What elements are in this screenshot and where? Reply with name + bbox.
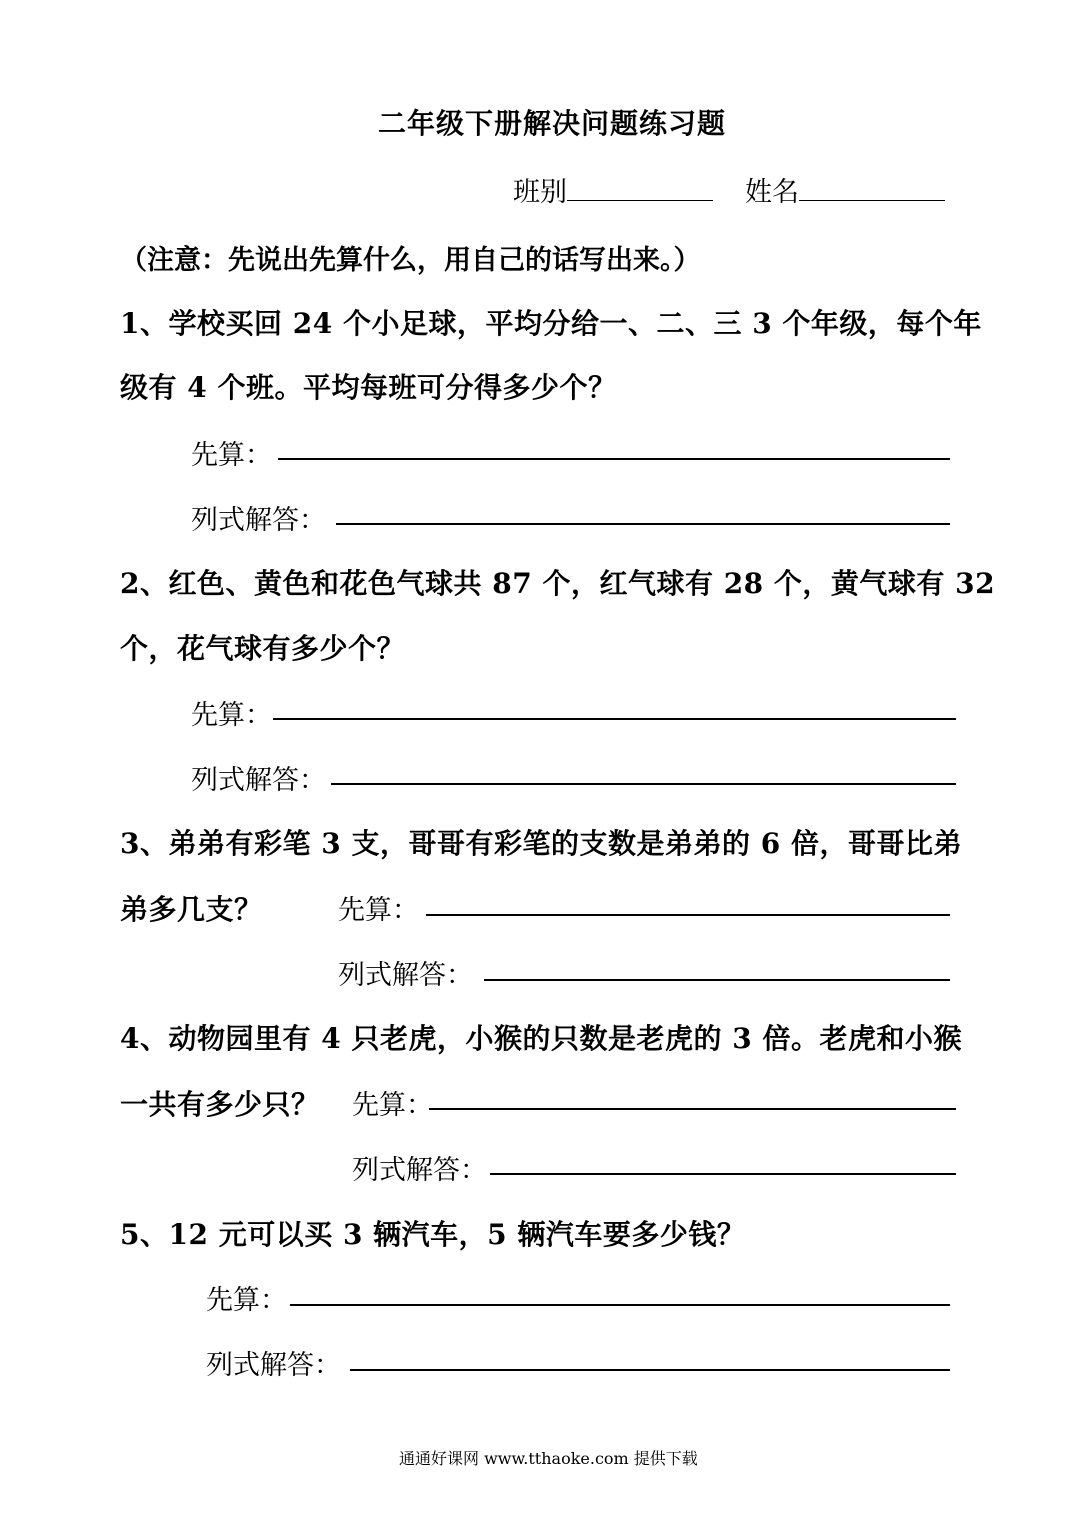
name-label: 姓名	[745, 177, 799, 208]
question-3-line-1: 3、弟弟有彩笔 3 支，哥哥有彩笔的支数是弟弟的 6 倍，哥哥比弟	[120, 827, 962, 860]
footer-credit: 通通好课网 www.tthaoke.com 提供下载	[399, 1449, 698, 1468]
question-3-solve-label: 列式解答：	[338, 960, 473, 991]
question-2-solve-label: 列式解答：	[191, 765, 326, 796]
question-5-line-1: 5、12 元可以买 3 辆汽车，5 辆汽车要多少钱？	[120, 1218, 746, 1251]
question-4-first-answer-line[interactable]	[429, 1108, 956, 1110]
class-blank[interactable]	[567, 174, 713, 201]
name-field	[745, 170, 945, 209]
question-1-line-1: 1、学校买回 24 个小足球，平均分给一、二、三 3 个年级，每个年	[120, 307, 982, 340]
question-5-solve-answer-line[interactable]	[350, 1369, 950, 1371]
question-2-line-2: 个，花气球有多少个？	[120, 632, 406, 665]
question-4-solve-label: 列式解答：	[352, 1155, 487, 1186]
instruction-note: （注意：先说出先算什么，用自己的话写出来。）	[120, 245, 701, 276]
question-1-first-answer-line[interactable]	[278, 458, 950, 460]
question-1-solve-answer-line[interactable]	[336, 523, 950, 525]
question-4-line-2: 一共有多少只？	[120, 1088, 320, 1121]
question-3-first-label: 先算：	[338, 895, 419, 926]
class-label: 班别	[513, 177, 567, 208]
question-1-first-label: 先算：	[191, 440, 272, 471]
name-blank[interactable]	[799, 174, 945, 201]
question-3-line-2: 弟多几支？	[120, 893, 263, 926]
question-3-solve-answer-line[interactable]	[484, 979, 950, 981]
question-2-first-answer-line[interactable]	[273, 718, 956, 720]
question-4-line-1: 4、动物园里有 4 只老虎，小猴的只数是老虎的 3 倍。老虎和小猴	[120, 1022, 962, 1055]
question-2-first-label: 先算：	[191, 700, 272, 731]
question-2-line-1: 2、红色、黄色和花色气球共 87 个，红气球有 28 个，黄气球有 32	[120, 567, 996, 600]
question-4-solve-answer-line[interactable]	[490, 1173, 956, 1175]
question-4-first-label: 先算：	[352, 1090, 433, 1121]
question-5-first-answer-line[interactable]	[290, 1304, 950, 1306]
class-field	[513, 170, 713, 209]
question-3-first-answer-line[interactable]	[426, 914, 950, 916]
page-title: 二年级下册解决问题练习题	[378, 107, 727, 140]
question-5-first-label: 先算：	[206, 1285, 287, 1316]
question-2-solve-answer-line[interactable]	[331, 783, 956, 785]
question-1-line-2: 级有 4 个班。平均每班可分得多少个？	[120, 371, 617, 404]
question-5-solve-label: 列式解答：	[206, 1350, 341, 1381]
question-1-solve-label: 列式解答：	[191, 505, 326, 536]
